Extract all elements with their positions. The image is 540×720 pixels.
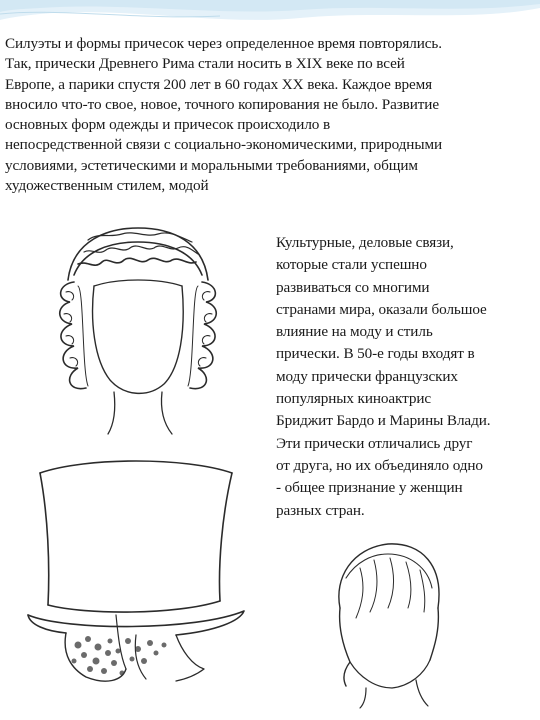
side-paragraph: Культурные, деловые связи, которые стали успешно развиваться со многими странами мира, оказали большое влияние на моду и стиль прически. В 50-е годы входят в моду прически французских популярных киноактрис Бриджит Бардо и Марины Влади. Эти прически отличались друг от друга, но их объединяло одно - общее признание у женщин разных стран.	[276, 234, 491, 519]
short-haircut-illustration	[326, 538, 450, 710]
curled-wig-illustration	[28, 220, 243, 438]
intro-paragraph: Силуэты и формы причесок через определенное время повторялись. Так, прически Древнего Рима стали носить в XIX веке по всей Европе, а парики спустя 200 лет в 60 годах XX века. Каждое время вносило что-то свое, новое, точного копирования не было. Развитие основных форм одежды и причесок происходило в непосредственной связи с социально-экономическими, природными условиями, эстетическими и моральными требованиями, общим художественным стилем, модой	[5, 35, 442, 195]
top-hat-illustration	[26, 455, 248, 685]
